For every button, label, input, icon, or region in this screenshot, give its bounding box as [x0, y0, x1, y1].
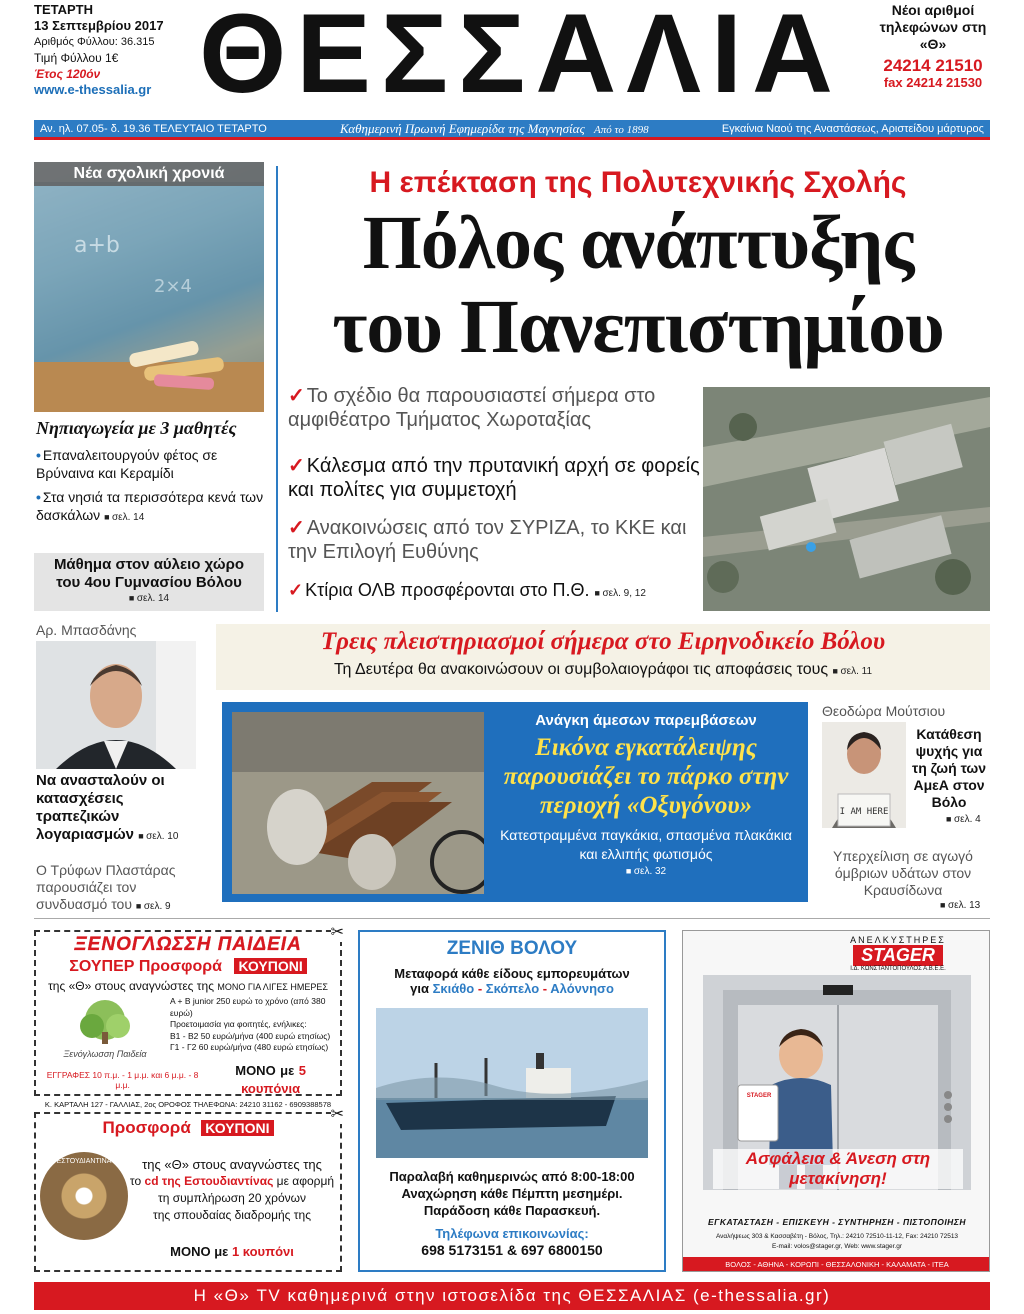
scissors-icon: ✂: [330, 924, 344, 941]
ad-languages-bottom-row: [40, 1062, 336, 1098]
ad-languages-address: Κ. ΚΑΡΤΑΛΗ 127 - ΓΑΛΛΙΑΣ, 2ος ΟΡΟΦΟΣ ΤΗΛΕΦΩΝΑ: 24210 31162 - 6909388578: [44, 1100, 332, 1109]
auctions-sub-row: [216, 660, 990, 682]
ad-cd-line3: της σπουδαίας διαδρομής της: [153, 1208, 311, 1222]
ad-zenith-sep1: -: [477, 981, 483, 996]
school-box-text: Μάθημα στον αύλειο χώρο του 4ου Γυμνασίου Βόλου: [53, 556, 245, 591]
portrait-illustration: [36, 641, 196, 769]
park-photo: [232, 712, 484, 894]
moutsiou-page: ■ σελ. 4: [946, 814, 981, 825]
ad-languages-readers: της «Θ» στους αναγνώστες της: [48, 979, 214, 993]
school-bullet-2: • Στα νησιά τα περισσότερα κενά των δασκάλων: [36, 489, 263, 523]
ad-cd-label: ΕΣΤΟΥΔΙΑΝΤΙΝΑ: [56, 1158, 112, 1165]
ad-cd-with: με: [214, 1244, 229, 1259]
sun-times: Αν. ηλ. 07.05- δ. 19.36 ΤΕΛΕΥΤΑΙΟ ΤΕΤΑΡΤΟ: [40, 122, 267, 135]
ad-cd-readers: της «Θ» στους αναγνώστες της: [142, 1157, 322, 1172]
masthead-issue: Αριθμός Φύλλου: 36.315: [34, 36, 155, 48]
lead-point-1-text: Το σχέδιο θα παρουσιαστεί σήμερα στο αμφιθέατρο Τμήματος Χωροταξίας: [288, 385, 656, 431]
ad-cd-tag: ΚΟΥΠΟΝΙ: [201, 1120, 273, 1136]
school-bullet-2-page: ■ σελ. 14: [104, 512, 144, 523]
ad-zenith-sep2: -: [542, 981, 548, 996]
plastaras-page: ■ σελ. 9: [136, 901, 171, 912]
ad-languages-price-1: A + B junior 250 ευρώ το χρόνο (από 380 ευρώ): [170, 996, 326, 1018]
ad-zenith-contact-label: Τηλέφωνα επικοινωνίας:: [435, 1226, 589, 1241]
park-headline: Εικόνα εγκατάλειψης παρουσιάζει το πάρκο στην περιοχή «Οξυγόνου»: [503, 734, 789, 819]
auctions-sub: Τη Δευτέρα θα ανακοινώσουν οι συμβολαιογράφοι τις αποφάσεις τους: [333, 661, 829, 678]
ad-cd-offer: Προσφορά: [102, 1118, 191, 1137]
location-marker-icon: [806, 542, 816, 552]
school-box: [34, 553, 264, 611]
ad-zenith-dest2: Σκόπελο: [485, 981, 540, 996]
bpasdanis-text-row: [36, 772, 206, 846]
ad-zenith-line2: [360, 981, 664, 996]
stager-cities: ΒΟΛΟΣ - ΑΘΗΝΑ - ΚΟΡΩΠΙ - ΘΕΣΣΑΛΟΝΙΚΗ - ΚΑΛΑΜΑΤΑ - ΙΤΕΑ: [683, 1257, 990, 1272]
ad-cd[interactable]: [34, 1106, 344, 1272]
lead-point-3-text: Ανακοινώσεις από τον ΣΥΡΙΖΑ, το ΚΚΕ και την Επιλογή Ευθύνης: [288, 517, 687, 563]
masthead: [0, 0, 1024, 120]
moutsiou-photo: [822, 722, 906, 828]
park-kicker: Ανάγκη άμεσων παρεμβάσεων: [535, 712, 757, 729]
masthead-day: ΤΕΤΑΡΤΗ: [34, 2, 93, 17]
school-box-page: ■ σελ. 14: [34, 593, 264, 604]
check-icon: ✓: [288, 580, 304, 600]
moutsiou-text: Κατάθεση ψυχής για τη ζωή των ΑμεΑ στον Βόλο: [911, 726, 987, 810]
ad-cd-cta: [126, 1244, 338, 1259]
stager-brand-top: ΑΝΕΛΚΥΣΤΗΡΕΣ: [850, 935, 946, 945]
park-sub: Κατεστραμμένα παγκάκια, σπασμένα πλακάκια και ελλιπής φωτισμός: [500, 827, 792, 862]
ad-languages-readers-note: ΜΟΝΟ ΓΙΑ ΛΙΓΕΣ ΗΜΕΡΕΣ: [217, 982, 328, 992]
portrait-illustration: [822, 722, 906, 828]
bpasdanis-photo: [36, 641, 196, 769]
lead-headline-1: Πόλος ανάπτυξης: [362, 201, 914, 285]
ad-zenith[interactable]: [358, 930, 666, 1272]
scissors-icon: ✂: [330, 1106, 344, 1123]
moutsiou-name: Θεοδώρα Μούτσιου: [822, 703, 946, 719]
bpasdanis-page: ■ σελ. 10: [138, 831, 178, 842]
ad-zenith-title: ΖΕΝΙΘ ΒΟΛΟΥ: [446, 938, 578, 959]
university-aerial-photo: [703, 387, 990, 611]
info-strip: [34, 120, 990, 140]
stager-brand: STAGER: [853, 945, 943, 966]
ad-zenith-dest1: Σκιάθο: [432, 981, 475, 996]
ad-cd-line2: τη συμπλήρωση 20 χρόνων: [157, 1191, 307, 1205]
lead-headline-2: του Πανεπιστημίου: [332, 285, 944, 369]
overflow-page: ■ σελ. 13: [940, 900, 980, 911]
svg-text:a+b: a+b: [74, 233, 120, 258]
moutsiou-sign: I AM HERE: [839, 807, 889, 817]
masthead-website[interactable]: www.e-thessalia.gr: [34, 82, 152, 97]
overflow-text: Υπερχείλιση σε αγωγό όμβριων υδάτων στον Κραυσίδωνα: [833, 848, 973, 898]
aerial-illustration: [703, 387, 990, 611]
school-bullets: [36, 446, 266, 527]
auctions-page: ■ σελ. 11: [833, 666, 873, 677]
lead-point-4: [288, 578, 700, 606]
phone-number: 24214 21510: [883, 56, 983, 75]
ad-cd-product: cd της Εστουδιαντίνας: [144, 1174, 274, 1188]
ad-languages-offer-row: [36, 958, 340, 976]
ad-languages-coupons: 5 κουπόνια: [241, 1063, 306, 1096]
stager-address: Αναλήψεως 303 & Κασσαβέτη - Βόλος, Τηλ.: 24210 72510-11-12, Fax: 24210 72513: [715, 1233, 959, 1240]
ad-languages-title: ΞΕΝΟΓΛΩΣΣΗ ΠΑΙΔΕΙΑ: [74, 934, 302, 955]
newspaper-title: ΘΕΣΣΑΛΙΑ: [199, 0, 843, 116]
ad-zenith-info2: Αναχώρηση κάθε Πέμπτη μεσημέρι.: [401, 1186, 623, 1201]
ad-languages-prices: [170, 996, 340, 1054]
phones-note: Νέοι αριθμοί τηλεφώνων στη «Θ»: [879, 2, 987, 52]
stager-services: ΕΓΚΑΤΑΣΤΑΣΗ - ΕΠΙΣΚΕΥΗ - ΣΥΝΤΗΡΗΣΗ - ΠΙΣΤΟΠΟΙΗΣΗ: [708, 1217, 966, 1227]
park-page: ■ σελ. 32: [488, 866, 804, 877]
ad-languages-offer: ΣΟΥΠΕΡ Προσφορά: [69, 958, 222, 975]
footer-banner[interactable]: [34, 1282, 990, 1310]
lead-point-2-text: Κάλεσμα από την πρυτανική αρχή σε φορείς και πολίτες για συμμετοχή: [288, 455, 700, 501]
school-illustration: [34, 162, 264, 412]
ad-cd-line1: [126, 1173, 338, 1190]
fax-number: fax 24214 21530: [883, 75, 983, 90]
ad-languages-only: ΜΟΝΟ: [235, 1063, 276, 1078]
ad-cd-only: ΜΟΝΟ: [170, 1244, 211, 1259]
ad-languages-tag: ΚΟΥΠΟΝΙ: [234, 958, 306, 974]
masthead-year: Έτος 120όν: [34, 67, 101, 81]
lead-page: ■ σελ. 9, 12: [595, 588, 646, 599]
ad-languages-price-note: Προετοιμασία για φοιτητές, ενήλικες:: [170, 1019, 307, 1029]
footer-text: Η «Θ» TV καθημερινά στην ιστοσελίδα της ΘΕΣΣΑΛΙΑΣ (e-thessalia.gr): [193, 1286, 831, 1305]
auctions-box: [216, 624, 990, 690]
ad-cd-offer-row: [36, 1118, 340, 1138]
ad-languages[interactable]: [34, 924, 344, 1109]
bpasdanis-name: Αρ. Μπασδάνης: [36, 622, 137, 638]
ship-illustration: [376, 1008, 648, 1158]
ad-zenith-phones: 698 5173151 & 697 6800150: [421, 1242, 603, 1258]
school-kicker: Νέα σχολική χρονιά: [34, 162, 264, 186]
ad-zenith-line1: Μεταφορά κάθε είδους εμπορευμάτων: [394, 966, 630, 981]
ad-zenith-dest3: Αλόννησο: [550, 981, 614, 996]
since: Από το 1898: [594, 123, 649, 136]
ad-cd-line1-pre: το: [129, 1174, 142, 1188]
auctions-headline: Τρεις πλειστηριασμοί σήμερα στο Ειρηνοδικείο Βόλου: [320, 628, 886, 655]
tagline: Καθημερινή Πρωινή Εφημερίδα της Μαγνησίας: [339, 120, 585, 136]
check-icon: ✓: [288, 385, 305, 407]
ad-zenith-line2-pre: για: [410, 981, 429, 996]
ad-languages-logo: [40, 996, 170, 1058]
lead-points: [288, 384, 700, 606]
school-bullet-2-row: [36, 488, 266, 527]
ad-languages-logo-text: Ξενόγλωσση Παιδεία: [63, 1049, 147, 1059]
saint-of-day: Εγκαίνια Ναού της Αναστάσεως, Αριστείδου μάρτυρος: [721, 122, 984, 135]
ad-languages-bottom: [40, 1062, 336, 1109]
svg-text:2×4: 2×4: [154, 276, 192, 297]
stager-brand-sub: Ι.Δ. ΚΩΝΣΤΑΝΤΟΠΟΥΛΟΣ Α.Β.Ε.Ε.: [850, 966, 946, 972]
tagline-wrap: [340, 121, 649, 137]
stager-slogan: Ασφάλεια & Άνεση στη μετακίνηση!: [713, 1149, 963, 1189]
plastaras-text: Ο Τρύφων Πλαστάρας παρουσιάζει τον συνδυασμό του: [36, 862, 176, 912]
ad-languages-cta: [205, 1062, 336, 1098]
lead-point-2: [288, 454, 700, 516]
masthead-date: 13 Σεπτεμβρίου 2017: [34, 18, 164, 33]
school-headline: Νηπιαγωγεία με 3 μαθητές: [36, 418, 237, 438]
lead-point-4-text: Κτίρια ΟΛΒ προσφέρονται στο Π.Θ.: [305, 580, 590, 600]
section-divider: [34, 918, 990, 919]
bpasdanis-text: Να ανασταλούν οι κατασχέσεις τραπεζικών λογαριασμών: [36, 772, 165, 843]
ad-zenith-info1: Παραλαβή καθημερινώς από 8:00-18:00: [389, 1169, 635, 1184]
cd-disc-icon: [40, 1152, 128, 1240]
lead-point-1: [288, 384, 700, 454]
lead-point-3: [288, 516, 700, 578]
ad-zenith-info: [360, 1168, 664, 1259]
school-bullet-1: • Επαναλειτουργούν φέτος σε Βρύναινα και Κεραμίδι: [36, 446, 266, 482]
ad-languages-price-3: Γ1 - Γ2 60 ευρώ/μήνα (480 ευρώ ετησίως): [170, 1042, 329, 1052]
stager-logo: [813, 935, 983, 972]
lead-kicker: Η επέκταση της Πολυτεχνικής Σχολής: [369, 166, 907, 199]
check-icon: ✓: [288, 517, 305, 539]
ad-languages-with: με: [280, 1063, 295, 1078]
check-icon: ✓: [288, 455, 305, 477]
ad-languages-readers-row: [36, 979, 340, 993]
ad-cd-line1-post: με αφορμή: [276, 1174, 335, 1188]
ad-languages-price-2: B1 - B2 50 ευρώ/μήνα (400 ευρώ ετησίως): [170, 1030, 331, 1041]
plastaras-row: [36, 862, 206, 915]
stager-email[interactable]: E-mail: volos@stager.gr, Web: www.stager.gr: [771, 1243, 903, 1250]
ad-cd-coupons: 1 κουπόνι: [231, 1244, 294, 1259]
ad-zenith-info3: Παράδοση κάθε Παρασκευή.: [423, 1203, 601, 1218]
park-box: [222, 702, 808, 902]
ad-cd-text: [126, 1156, 338, 1224]
park-text: [488, 706, 804, 877]
stager-tablet-label: STAGER: [746, 1093, 772, 1099]
ad-stager[interactable]: [682, 930, 990, 1272]
ad-languages-hours: ΕΓΓΡΑΦΕΣ 10 π.μ. - 1 μ.μ. και 6 μ.μ. - 8 μ.μ.: [46, 1070, 199, 1090]
masthead-phones: [858, 2, 1008, 91]
broken-bench-illustration: [232, 712, 484, 894]
masthead-price: Τιμή Φύλλου 1€: [34, 51, 119, 65]
masthead-info: [34, 2, 184, 98]
column-divider: [276, 166, 278, 612]
school-photo: [34, 162, 264, 412]
cargo-ship-photo: [376, 1008, 648, 1158]
